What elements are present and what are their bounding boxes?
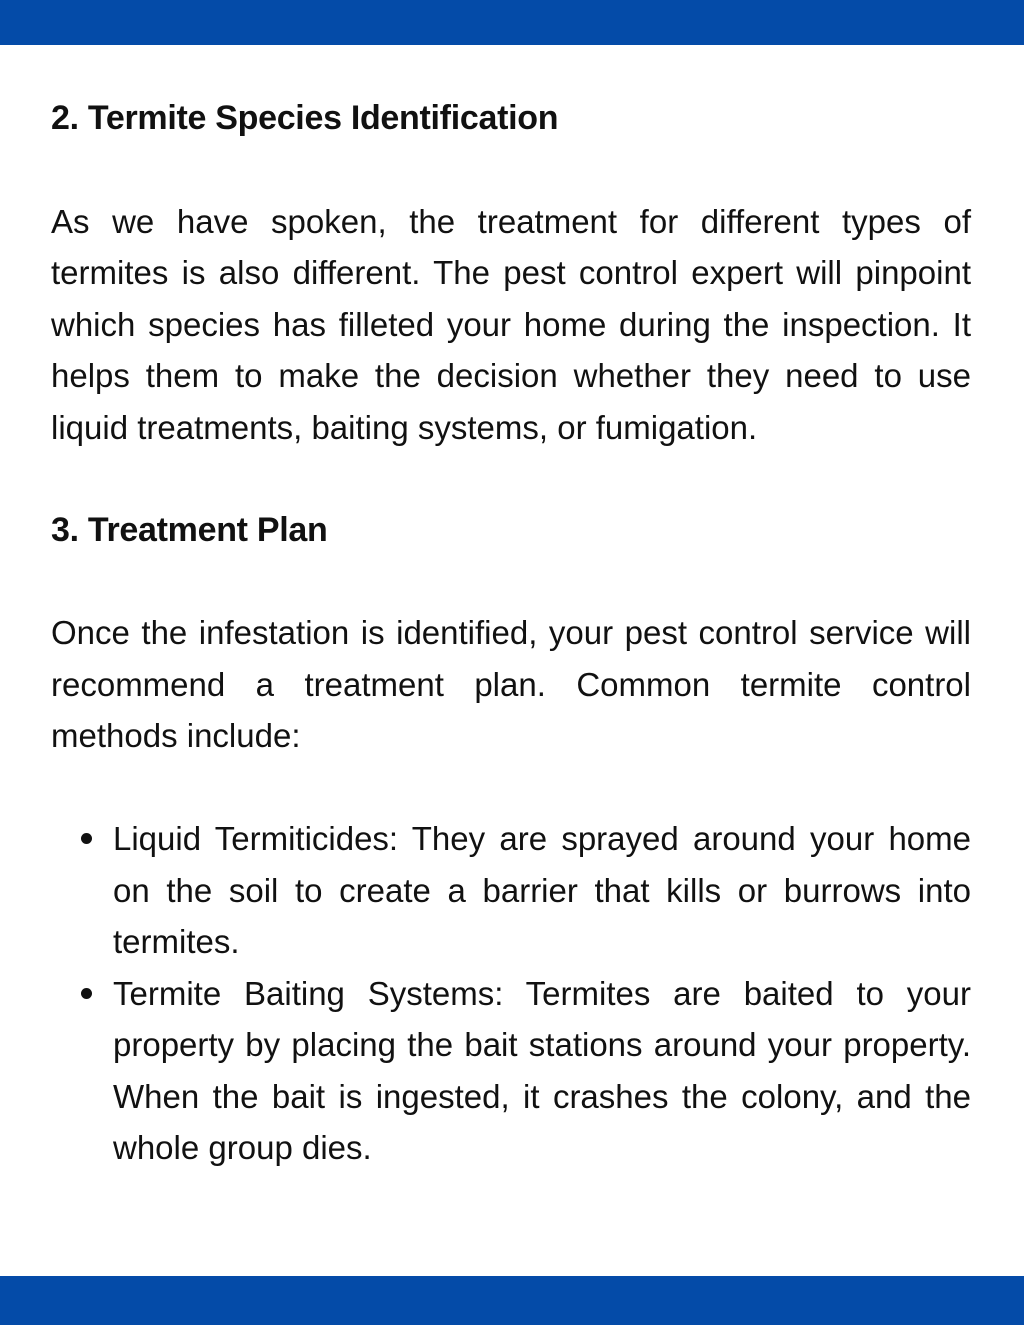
treatment-methods-list xyxy=(51,813,971,1174)
bottom-banner xyxy=(0,1276,1024,1325)
top-banner xyxy=(0,0,1024,45)
document-body xyxy=(51,93,971,1174)
section-heading-treatment-plan: 3. Treatment Plan xyxy=(51,510,328,549)
bullet-icon xyxy=(81,833,92,844)
list-item-text: Liquid Termiticides: They are sprayed around your home on the soil to create a barrier that kills or burrows into termites. xyxy=(113,820,971,960)
list-item-text: Termite Baiting Systems: Termites are baited to your property by placing the bait stations around your property. When the bait is ingested, it crashes the colony, and the whole group dies. xyxy=(113,974,971,1166)
spacer xyxy=(51,144,971,196)
section-heading-species: 2. Termite Species Identification xyxy=(51,99,559,137)
section-paragraph-treatment-plan: Once the infestation is identified, your pest control service will recommend a treatment plan. Common termite control methods include: xyxy=(51,614,971,754)
list-item xyxy=(113,813,971,968)
bullet-icon xyxy=(81,988,92,999)
spacer xyxy=(51,556,971,608)
spacer xyxy=(51,453,971,505)
section-paragraph-species: As we have spoken, the treatment for different types of termites is also different. The pest control expert will pinpoint which species has filleted your home during the inspection. It helps them to make the decision whether they need to use liquid treatments, baiting systems, or fumigation. xyxy=(51,202,971,446)
list-item xyxy=(113,968,971,1174)
spacer xyxy=(51,762,971,814)
